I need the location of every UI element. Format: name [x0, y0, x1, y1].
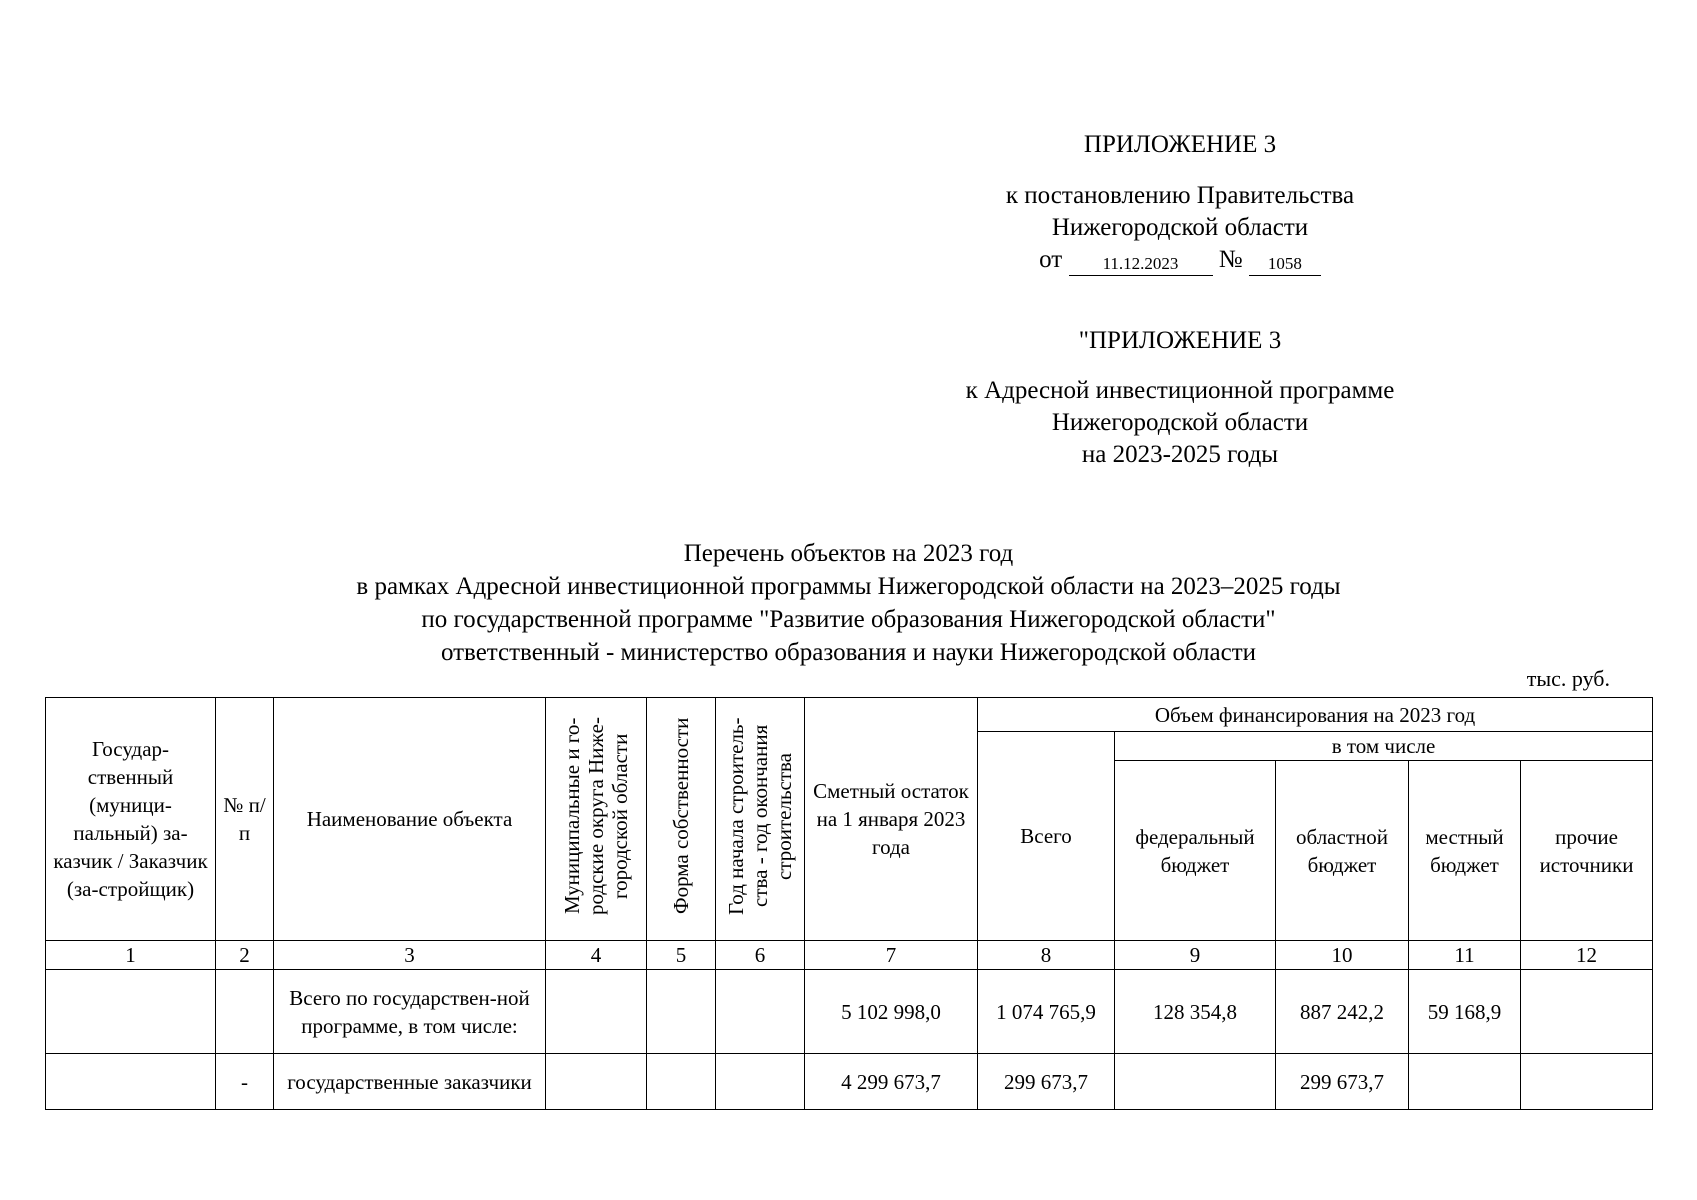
- title-line-1: Перечень объектов на 2023 год: [683, 540, 1014, 567]
- program-line-3: на 2023-2025 годы: [1081, 441, 1279, 468]
- cell-years: [716, 970, 805, 1054]
- header-other: прочие источники: [1521, 761, 1653, 941]
- cell-num: [216, 970, 274, 1054]
- header-including: в том числе: [1115, 732, 1653, 761]
- cell-regional: 299 673,7: [1276, 1054, 1409, 1110]
- header-years-text: Год начала строитель-ства - год окончания строительства: [724, 716, 796, 915]
- header-num: № п/п: [216, 698, 274, 941]
- title-line-2: в рамках Адресной инвестиционной программы Нижегородской области на 2023–2025 годы: [356, 573, 1341, 600]
- date-prefix: от: [1039, 246, 1063, 273]
- unit-label: тыс. руб.: [1526, 666, 1610, 691]
- header-ownership: [647, 698, 716, 941]
- cell-name: государственные заказчики: [274, 1054, 546, 1110]
- col-number: 10: [1276, 941, 1409, 970]
- col-number: 6: [716, 941, 805, 970]
- header-local: местный бюджет: [1409, 761, 1521, 941]
- cell-customer: [46, 970, 216, 1054]
- header-municipal-text: Муниципальные и го-родские округа Ниже-городской области: [560, 716, 632, 915]
- cell-estimate: 5 102 998,0: [805, 970, 978, 1054]
- cell-local: 59 168,9: [1409, 970, 1521, 1054]
- objects-table: [45, 697, 1653, 1110]
- header-funding: Объем финансирования на 2023 год: [978, 698, 1653, 732]
- resolution-line-1: к постановлению Правительства: [1005, 182, 1355, 209]
- cell-other: [1521, 970, 1653, 1054]
- header-name: Наименование объекта: [274, 698, 546, 941]
- cell-ownership: [647, 1054, 716, 1110]
- col-number: 8: [978, 941, 1115, 970]
- header-municipal: [546, 698, 647, 941]
- number-value: 1058: [1249, 253, 1321, 276]
- col-number: 12: [1521, 941, 1653, 970]
- resolution-line-2: Нижегородской области: [1051, 214, 1309, 241]
- col-number: 1: [46, 941, 216, 970]
- table-row-total: [46, 970, 1653, 1054]
- header-federal: федеральный бюджет: [1115, 761, 1276, 941]
- table-row-state-customers: [46, 1054, 1653, 1110]
- cell-ownership: [647, 970, 716, 1054]
- col-number: 3: [274, 941, 546, 970]
- header-ownership-text: Форма собственности: [669, 717, 693, 914]
- header-total: Всего: [978, 732, 1115, 941]
- cell-other: [1521, 1054, 1653, 1110]
- col-number: 4: [546, 941, 647, 970]
- date-value: 11.12.2023: [1069, 253, 1213, 276]
- cell-federal: [1115, 1054, 1276, 1110]
- cell-federal: 128 354,8: [1115, 970, 1276, 1054]
- cell-customer: [46, 1054, 216, 1110]
- header-customer: Государ-ственный (муници-пальный) за-казчик / Заказчик (за-стройщик): [46, 698, 216, 941]
- program-line-1: к Адресной инвестиционной программе: [965, 377, 1395, 404]
- header-estimate: Сметный остаток на 1 января 2023 года: [805, 698, 978, 941]
- cell-regional: 887 242,2: [1276, 970, 1409, 1054]
- appendix-title-2: "ПРИЛОЖЕНИЕ 3: [1078, 327, 1282, 354]
- header-regional: областной бюджет: [1276, 761, 1409, 941]
- number-prefix: №: [1218, 246, 1243, 273]
- program-line-2: Нижегородской области: [1051, 409, 1309, 436]
- title-line-3: по государственной программе "Развитие образования Нижегородской области": [421, 606, 1276, 633]
- column-numbers-row: [46, 941, 1653, 970]
- cell-num: -: [216, 1054, 274, 1110]
- col-number: 5: [647, 941, 716, 970]
- header-years: [716, 698, 805, 941]
- cell-municipal: [546, 970, 647, 1054]
- col-number: 9: [1115, 941, 1276, 970]
- cell-estimate: 4 299 673,7: [805, 1054, 978, 1110]
- col-number: 2: [216, 941, 274, 970]
- cell-name: Всего по государствен-ной программе, в том числе:: [274, 970, 546, 1054]
- cell-municipal: [546, 1054, 647, 1110]
- title-line-4: ответственный - министерство образования и науки Нижегородской области: [440, 639, 1257, 666]
- resolution-date-line: [900, 244, 1460, 276]
- cell-years: [716, 1054, 805, 1110]
- col-number: 11: [1409, 941, 1521, 970]
- cell-total: 1 074 765,9: [978, 970, 1115, 1054]
- col-number: 7: [805, 941, 978, 970]
- cell-local: [1409, 1054, 1521, 1110]
- cell-total: 299 673,7: [978, 1054, 1115, 1110]
- appendix-title: ПРИЛОЖЕНИЕ 3: [1083, 131, 1277, 158]
